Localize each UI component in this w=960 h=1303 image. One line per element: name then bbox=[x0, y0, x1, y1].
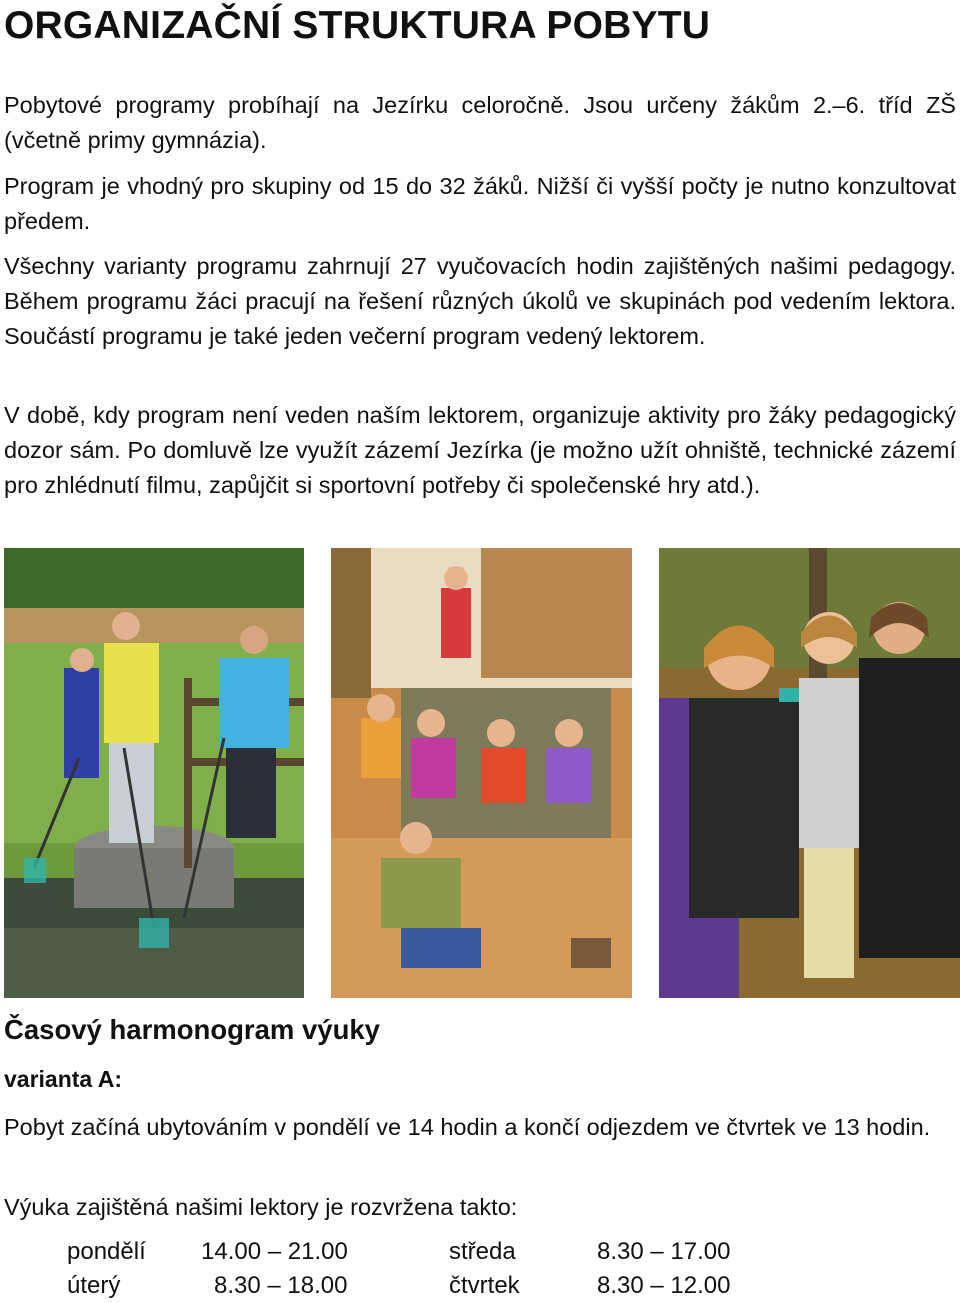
paragraph-program-content: Všechny varianty programu zahrnují 27 vyučovacích hodin zajištěných našimi pedagogy. Během programu žáci pracují na řešení různých úkolů ve skupinách pod vedením lektora. Součástí programu je také jeden večerní program vedený lektorem. bbox=[4, 253, 956, 349]
page-title: ORGANIZAČNÍ STRUKTURA POBYTU bbox=[4, 4, 711, 47]
schedule-time: 8.30 – 12.00 bbox=[597, 1272, 731, 1299]
schedule-intro: Výuka zajištěná našimi lektory je rozvržena takto: bbox=[4, 1194, 518, 1220]
schedule-day: pondělí bbox=[67, 1238, 146, 1265]
schedule-day: čtvrtek bbox=[449, 1272, 520, 1299]
schedule-day: úterý bbox=[67, 1272, 121, 1299]
variant-label: varianta A: bbox=[4, 1066, 123, 1092]
schedule-time: 14.00 – 21.00 bbox=[201, 1238, 348, 1265]
photo-forest-children bbox=[659, 548, 960, 998]
schedule-title: Časový harmonogram výuky bbox=[4, 1014, 380, 1045]
schedule-time: 8.30 – 17.00 bbox=[597, 1238, 731, 1265]
schedule-day: středa bbox=[449, 1238, 516, 1265]
photo-pond-children bbox=[4, 548, 304, 998]
paragraph-free-time: V době, kdy program není veden naším lektorem, organizuje aktivity pro žáky pedagogický dozor sám. Po domluvě lze využít zázemí Jezírka (je možno užít ohniště, technické zázemí pro zhlédnutí filmu, zapůjčit si sportovní potřeby či společenské hry atd.). bbox=[4, 402, 956, 498]
schedule-time: 8.30 – 18.00 bbox=[214, 1272, 348, 1299]
stay-text: Pobyt začíná ubytováním v pondělí ve 14 hodin a končí odjezdem ve čtvrtek ve 13 hodin. bbox=[4, 1114, 931, 1140]
paragraph-group-size: Program je vhodný pro skupiny od 15 do 32 žáků. Nižší či vyšší počty je nutno konzultovat předem. bbox=[4, 173, 956, 234]
paragraph-audience: Pobytové programy probíhají na Jezírku celoročně. Jsou určeny žákům 2.–6. tříd ZŠ (včetně primy gymnázia). bbox=[4, 92, 956, 153]
photo-indoor-children bbox=[331, 548, 632, 998]
